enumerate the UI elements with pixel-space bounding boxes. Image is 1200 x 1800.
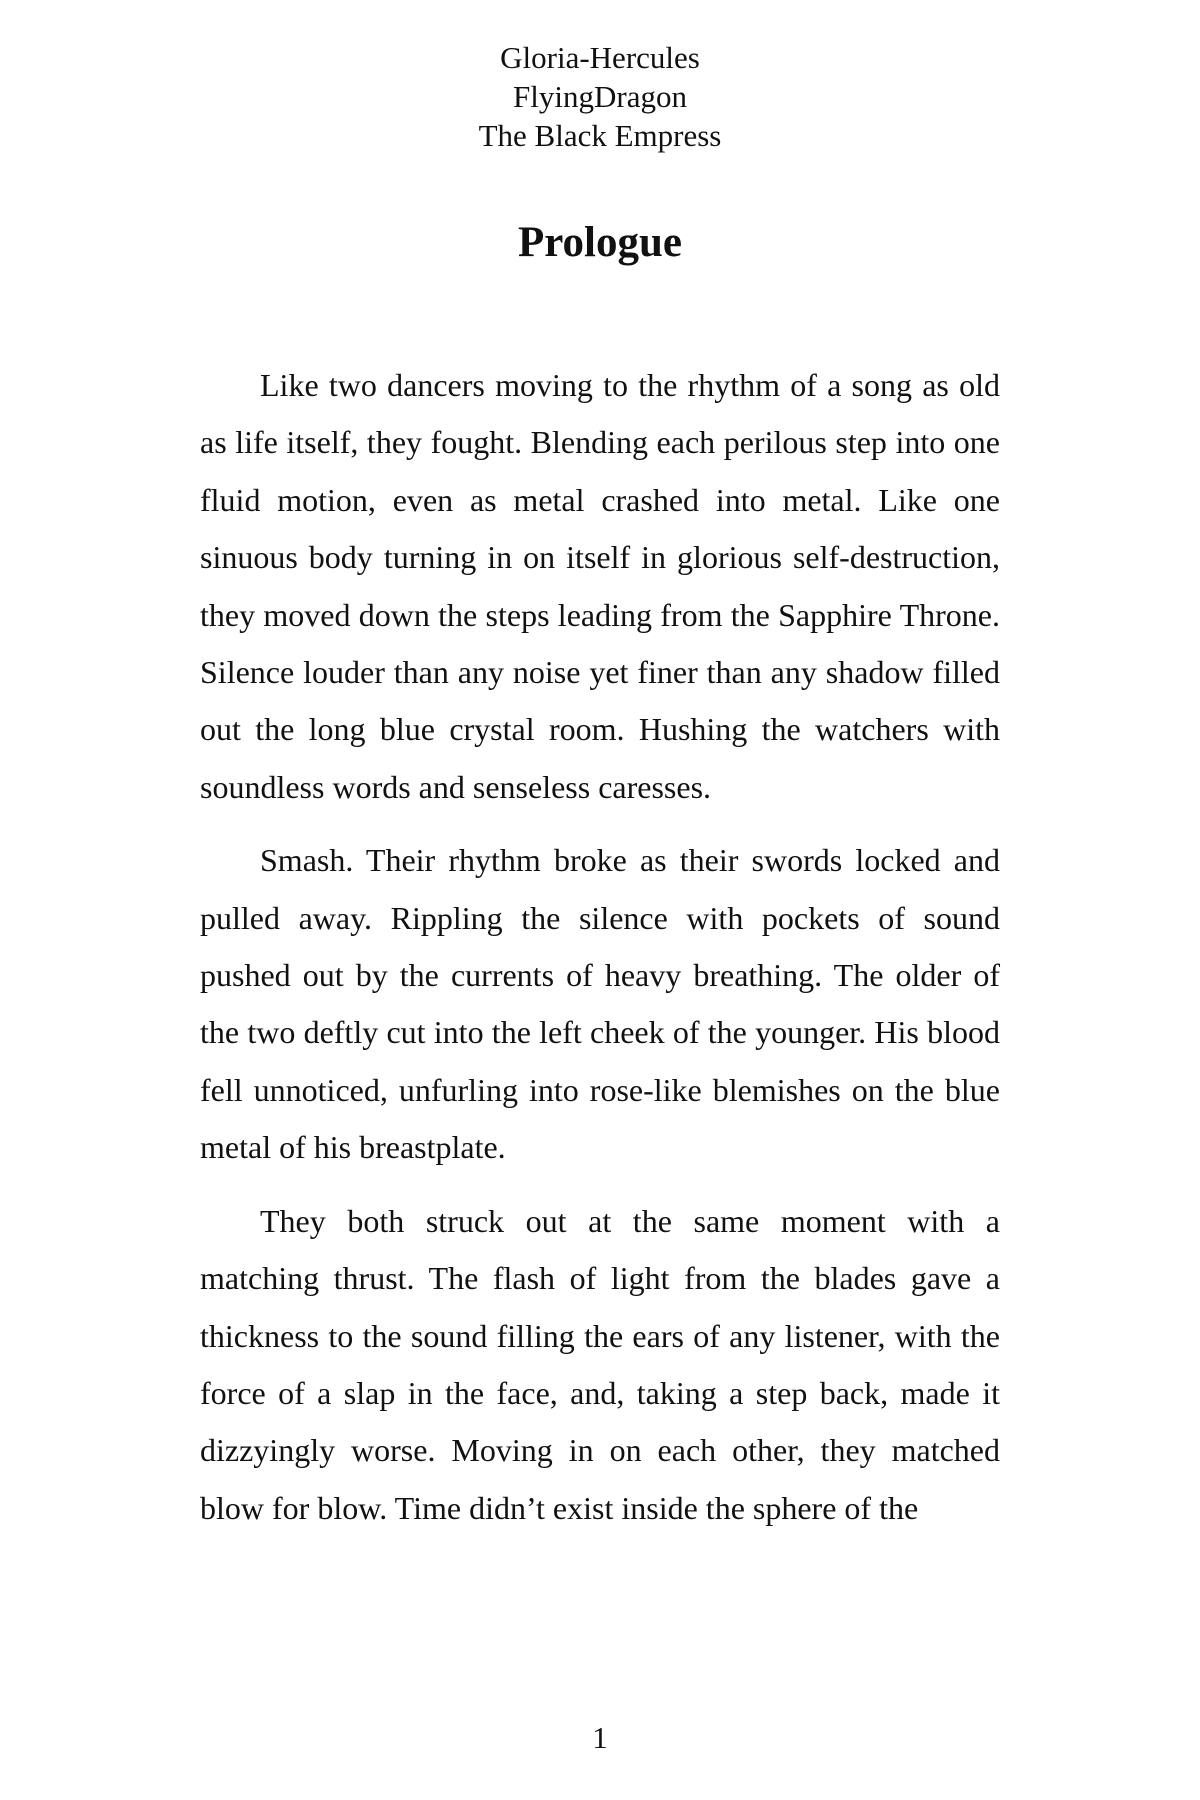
- publisher-name: FlyingDragon: [513, 79, 687, 114]
- chapter-title: Prologue: [517, 219, 683, 266]
- running-header: [0, 38, 1200, 155]
- paragraph-1: Like two dancers moving to the rhythm of a song as old as life itself, they fought. Blending each perilous step into one fluid motion, even as metal crashed into metal. Like one sinuous body turning in on itself in glorious self-destruction, they moved down the steps leading from the Sapphire Throne. Silence louder than any noise yet finer than any shadow filled out the long blue crystal room. Hushing the watchers with soundless words and senseless caresses.: [200, 367, 1000, 805]
- page-number: 1: [592, 1720, 608, 1755]
- book-title: The Black Empress: [478, 118, 722, 153]
- paragraph-3: They both struck out at the same moment with a matching thrust. The flash of light from the blades gave a thickness to the sound filling the ears of any listener, with the force of a slap in the face, and, taking a step back, made it dizzyingly worse. Moving in on each other, they matched blow for blow. Time didn’t exist inside the sphere of the: [200, 1202, 1000, 1526]
- author-name: Gloria-Hercules: [500, 40, 700, 75]
- chapter-body: [200, 357, 1000, 1553]
- paragraph-2: Smash. Their rhythm broke as their swords locked and pulled away. Rippling the silence with pockets of sound pushed out by the currents of heavy breathing. The older of the two deftly cut into the left cheek of the younger. His blood fell unnoticed, unfurling into rose-like blemishes on the blue metal of his breastplate.: [200, 842, 1000, 1166]
